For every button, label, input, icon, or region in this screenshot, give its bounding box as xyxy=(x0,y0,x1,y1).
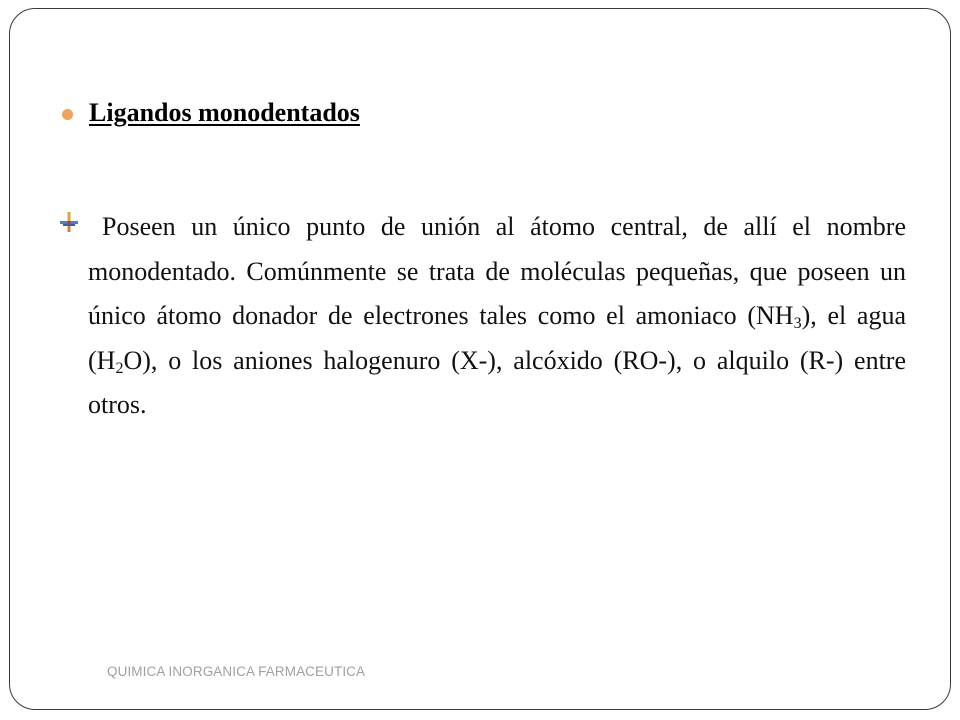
slide-heading: Ligandos monodentados xyxy=(89,98,360,127)
bullet-dot-icon xyxy=(62,109,73,120)
body-paragraph-block xyxy=(60,205,906,428)
body-paragraph: Poseen un único punto de unión al átomo central, de allí el nombre monodentado. Comúnmente se trata de moléculas pequeñas, que poseen un único átomo donador de electrones tales como el amoniaco $(NH_3)$, el agua $(H_2O)$, o los aniones halogenuro (X-), alcóxido (RO-), o alquilo (R-) entre otros. xyxy=(88,212,906,419)
slide-footer: QUIMICA INORGANICA FARMACEUTICA xyxy=(107,664,366,679)
heading-row xyxy=(62,98,360,128)
colorful-bullet-icon xyxy=(60,212,78,232)
